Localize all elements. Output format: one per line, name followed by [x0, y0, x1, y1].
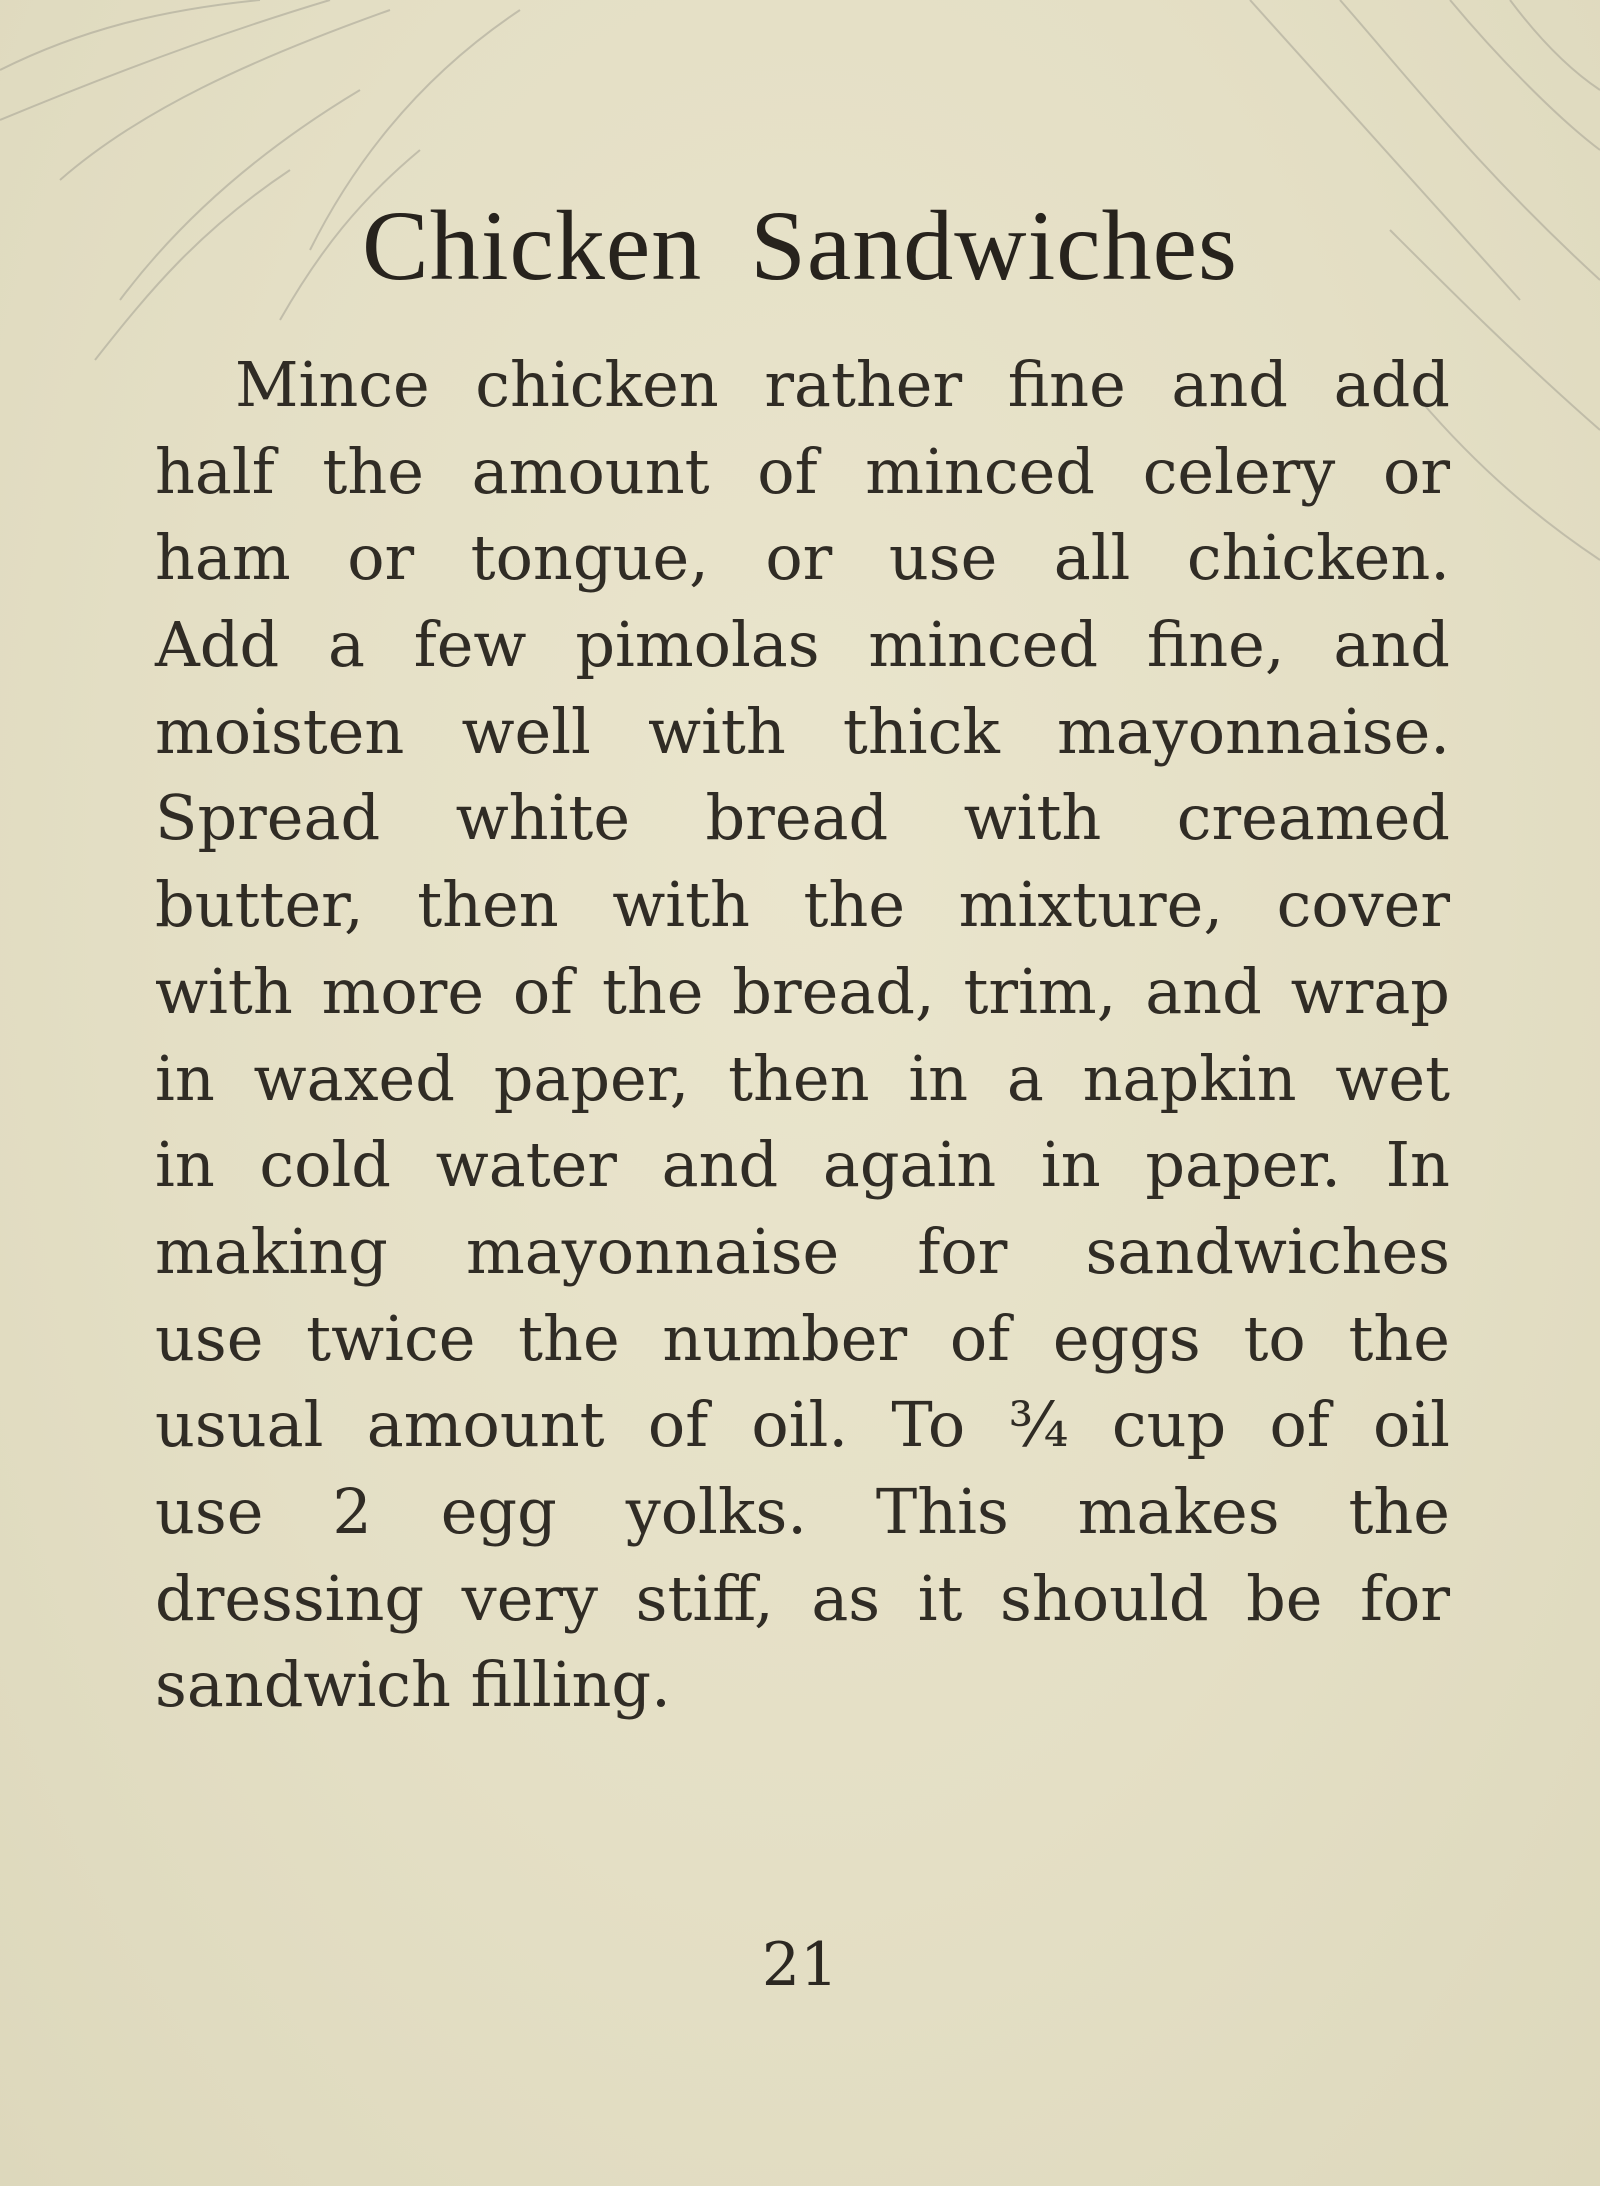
body-line: in waxed paper, then in a napkin wet [155, 1041, 1450, 1115]
body-line: half the amount of minced celery or [155, 434, 1450, 508]
body-line: use twice the number of eggs to the [155, 1301, 1450, 1375]
body-line: Add a few pimolas minced fine, and [155, 608, 1450, 682]
page-number: 21 [761, 1930, 839, 2000]
body-line: butter, then with the mixture, cover [155, 868, 1450, 942]
body-line: moisten well with thick mayonnaise. [155, 694, 1450, 768]
body-line-last: sandwich filling. [155, 1648, 671, 1722]
recipe-title: Chicken Sandwiches [362, 190, 1238, 301]
body-line: use 2 egg yolks. This makes the [155, 1474, 1450, 1548]
body-line: dressing very stiff, as it should be for [155, 1561, 1450, 1635]
body-line: with more of the bread, trim, and wrap [155, 954, 1450, 1028]
body-line: Mince chicken rather fine and add [235, 348, 1450, 421]
body-line: in cold water and again in paper. In [155, 1128, 1450, 1202]
recipe-body [155, 342, 1450, 1729]
body-line: ham or tongue, or use all chicken. [155, 521, 1450, 595]
body-line: usual amount of oil. To ¾ cup of oil [155, 1388, 1450, 1462]
body-line: making mayonnaise for sandwiches [155, 1214, 1450, 1288]
body-line: Spread white bread with creamed [155, 781, 1450, 855]
